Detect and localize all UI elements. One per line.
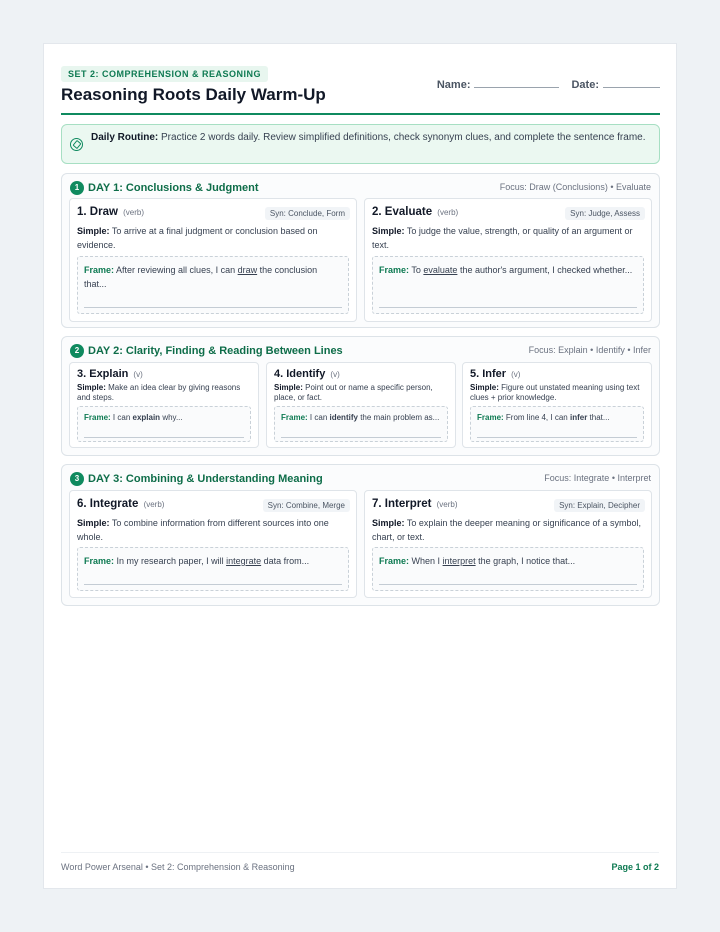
day-number-badge: 2 [70, 344, 84, 358]
part-of-speech: (verb) [123, 208, 145, 217]
word-card-evaluate [364, 198, 652, 322]
part-of-speech: (v) [511, 370, 521, 379]
name-field[interactable] [437, 78, 560, 91]
routine-text: Practice 2 words daily. Review simplified definitions, check synonym clues, and complete the sentence frame. [161, 132, 646, 143]
frame-post: the main problem as... [360, 413, 440, 422]
simple-definition [274, 383, 448, 403]
frame-text [477, 411, 637, 425]
routine-label: Daily Routine: [91, 132, 159, 143]
day-title: DAY 3: Combining & Understanding Meaning [88, 473, 323, 485]
frame-pre: I can [309, 413, 328, 422]
answer-line [281, 437, 441, 438]
page-title: Reasoning Roots Daily Warm-Up [61, 85, 326, 104]
simple-label: Simple: [274, 383, 303, 392]
answer-line [84, 437, 244, 438]
synonym-badge: Syn: Judge, Assess [565, 207, 645, 220]
frame-pre: To [411, 265, 421, 275]
day-number-badge: 3 [70, 472, 84, 486]
sentence-frame[interactable] [372, 547, 644, 591]
day-focus: Focus: Explain • Identify • Infer [528, 345, 651, 355]
simple-label: Simple: [470, 383, 499, 392]
frame-keyword: infer [569, 413, 588, 422]
frame-pre: I can [112, 413, 131, 422]
date-blank-line [603, 78, 660, 88]
word-title [77, 206, 144, 218]
frame-pre: When I [411, 556, 441, 566]
simple-definition [470, 383, 644, 403]
word-label: 6. Integrate [77, 498, 139, 510]
date-field[interactable] [571, 78, 660, 91]
frame-label: Frame: [477, 413, 504, 422]
date-label: Date: [571, 79, 599, 91]
day-focus: Focus: Integrate • Interpret [544, 473, 651, 483]
simple-definition [372, 224, 644, 252]
word-label: 2. Evaluate [372, 206, 433, 218]
frame-label: Frame: [379, 556, 410, 566]
word-title [372, 498, 458, 510]
simple-text: Make an idea clear by giving reasons and steps. [77, 383, 241, 402]
simple-text: To arrive at a final judgment or conclusion based on evidence. [77, 226, 318, 250]
sentence-frame[interactable] [77, 406, 251, 442]
frame-post: that... [589, 413, 610, 422]
part-of-speech: (verb) [143, 500, 165, 509]
part-of-speech: (verb) [437, 208, 459, 217]
word-title [274, 368, 340, 380]
frame-text [84, 411, 244, 425]
simple-text: To explain the deeper meaning or significance of a symbol, chart, or text. [372, 518, 641, 542]
page-number: Page 1 of 2 [611, 862, 659, 872]
set-badge: SET 2: COMPREHENSION & REASONING [61, 66, 268, 82]
simple-definition [77, 516, 349, 544]
part-of-speech: (verb) [436, 500, 458, 509]
simple-definition [77, 383, 251, 403]
word-card-draw [69, 198, 357, 322]
frame-label: Frame: [84, 556, 115, 566]
simple-label: Simple: [372, 226, 405, 236]
name-blank-line [474, 78, 559, 88]
simple-label: Simple: [77, 518, 110, 528]
synonym-badge: Syn: Conclude, Form [265, 207, 350, 220]
simple-definition [372, 516, 644, 544]
day-header [70, 472, 651, 486]
worksheet-page [43, 43, 677, 889]
simple-text: Figure out unstated meaning using text clues + prior knowledge. [470, 383, 640, 402]
word-label: 3. Explain [77, 368, 129, 380]
frame-text [379, 263, 637, 277]
header [61, 66, 660, 115]
word-title [470, 368, 520, 380]
sentence-frame[interactable] [372, 256, 644, 314]
frame-pre: From line 4, I can [505, 413, 568, 422]
answer-line [379, 307, 637, 308]
day-header [70, 181, 651, 195]
frame-label: Frame: [281, 413, 308, 422]
simple-label: Simple: [372, 518, 405, 528]
footer-source: Word Power Arsenal • Set 2: Comprehension & Reasoning [61, 862, 295, 872]
word-title [77, 498, 164, 510]
day-1-section [61, 173, 660, 328]
simple-label: Simple: [77, 383, 106, 392]
frame-keyword: draw [237, 265, 258, 275]
daily-routine-box [61, 124, 660, 164]
frame-post: the author's argument, I checked whether... [459, 265, 633, 275]
frame-post: why... [162, 413, 183, 422]
frame-keyword: evaluate [423, 265, 458, 275]
answer-line [477, 437, 637, 438]
day-number-badge: 1 [70, 181, 84, 195]
word-card-infer [462, 362, 652, 448]
compass-icon [70, 138, 83, 151]
name-date-fields [437, 78, 660, 91]
answer-line [84, 584, 342, 585]
word-label: 4. Identify [274, 368, 326, 380]
simple-label: Simple: [77, 226, 110, 236]
sentence-frame[interactable] [77, 547, 349, 591]
answer-line [84, 307, 342, 308]
word-card-interpret [364, 490, 652, 598]
frame-keyword: interpret [442, 556, 476, 566]
word-title [372, 206, 458, 218]
day-header [70, 344, 651, 358]
day-2-section [61, 336, 660, 456]
frame-post: the conclusion that... [84, 265, 318, 289]
word-card-integrate [69, 490, 357, 598]
frame-label: Frame: [84, 413, 111, 422]
frame-text [379, 554, 637, 568]
frame-pre: After reviewing all clues, I can [116, 265, 236, 275]
frame-keyword: identify [329, 413, 358, 422]
day-title: DAY 1: Conclusions & Judgment [88, 182, 259, 194]
frame-post: the graph, I notice that... [478, 556, 576, 566]
answer-line [379, 584, 637, 585]
simple-text: To judge the value, strength, or quality of an argument or text. [372, 226, 633, 250]
word-card-identify [266, 362, 456, 448]
simple-text: Point out or name a specific person, place, or fact. [274, 383, 433, 402]
frame-keyword: integrate [226, 556, 262, 566]
frame-label: Frame: [379, 265, 410, 275]
word-label: 5. Infer [470, 368, 507, 380]
sentence-frame[interactable] [77, 256, 349, 314]
synonym-badge: Syn: Combine, Merge [263, 499, 350, 512]
word-title [77, 368, 143, 380]
day-focus: Focus: Draw (Conclusions) • Evaluate [499, 182, 651, 192]
name-label: Name: [436, 79, 471, 91]
frame-text [84, 554, 342, 568]
simple-text: To combine information from different sources into one whole. [77, 518, 329, 542]
simple-definition [77, 224, 349, 252]
word-label: 1. Draw [77, 206, 118, 218]
word-card-explain [69, 362, 259, 448]
sentence-frame[interactable] [470, 406, 644, 442]
frame-text [281, 411, 441, 425]
frame-post: data from... [263, 556, 310, 566]
frame-keyword: explain [132, 413, 161, 422]
part-of-speech: (v) [330, 370, 340, 379]
frame-label: Frame: [84, 265, 115, 275]
frame-pre: In my research paper, I will [116, 556, 224, 566]
day-title: DAY 2: Clarity, Finding & Reading Between Lines [88, 345, 343, 357]
page-footer [61, 852, 659, 876]
part-of-speech: (v) [133, 370, 143, 379]
synonym-badge: Syn: Explain, Decipher [554, 499, 645, 512]
sentence-frame[interactable] [274, 406, 448, 442]
word-label: 7. Interpret [372, 498, 432, 510]
day-3-section [61, 464, 660, 606]
frame-text [84, 263, 342, 291]
